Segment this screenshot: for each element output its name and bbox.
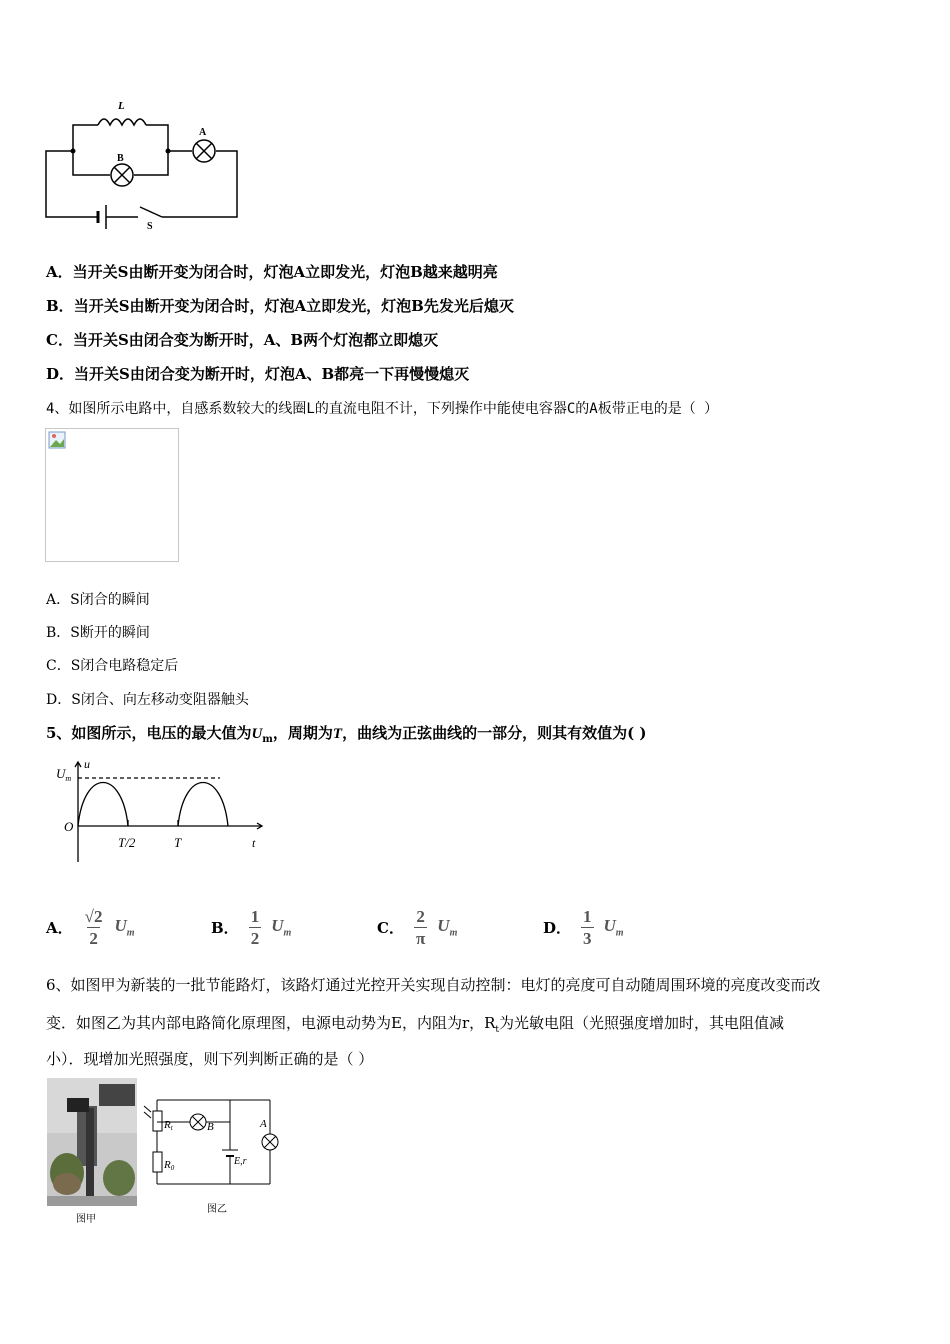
q3-option-d: D．当开关S由闭合变为断开时，灯泡A、B都亮一下再慢慢熄灭 [46,365,470,383]
q6-line-3: 小）．现增加光照强度，则下列判断正确的是（ ） [46,1050,374,1068]
fig-yi-caption: 图乙 [207,1204,227,1215]
q6-line-1: 6、如图甲为新装的一批节能路灯，该路灯通过光控开关实现自动控制：电灯的亮度可自动随周围环境的亮度改变而改 [46,976,821,994]
street-lamp-photo [47,1078,137,1206]
switch-label: S [147,221,153,232]
q5-option-d: D． $\frac{1}{3}$ $U_m$ [543,907,624,948]
lamp-b-label: B [117,153,124,164]
q4-option-d: D．S闭合、向左移动变阻器触头 [46,692,249,708]
broken-image-icon [48,431,68,451]
inductor-circuit-diagram [40,95,250,240]
q4-stem: 4、如图所示电路中，自感系数较大的线圈L的直流电阻不计，下列操作中能使电容器C的A板带正电的是（ ） [46,401,719,417]
lamp-a-label: A [199,127,207,138]
emf-label: E,r [234,1156,247,1167]
graph-origin-label: O [64,819,74,834]
q5-option-b: B． $\frac{1}{2}$ $U_m$ [211,907,292,948]
graph-t-half-label: T/2 [118,835,136,850]
q6-line-2: 变．如图乙为其内部电路简化原理图，电源电动势为E，内阻为r，$R_t$为光敏电阻（光照强度增加时，其电阻值减 [46,1014,785,1035]
q3-option-a: A．当开关S由断开变为闭合时，灯泡A立即发光，灯泡B越来越明亮 [46,263,498,281]
q4-option-a: A．S闭合的瞬间 [46,592,150,608]
inductor-label: L [118,100,125,112]
rt-label: Rt [164,1119,173,1132]
q4-option-b: B．S断开的瞬间 [46,625,150,641]
q4-option-c: C．S闭合电路稳定后 [46,658,179,674]
graph-t-axis-label: t [252,836,256,850]
q3-option-b: B．当开关S由断开变为闭合时，灯泡A立即发光，灯泡B先发光后熄灭 [46,297,514,315]
lamp-b2-label: B [207,1121,214,1133]
q5-stem: 5、如图所示，电压的最大值为$U_m$，周期为T，曲线为正弦曲线的一部分，则其有效值为( ) [46,724,647,745]
q5-option-c: C． $\frac{2}{\pi}$ $U_m$ [377,907,458,948]
voltage-waveform-graph [50,758,270,868]
lamp-a2-label: A [260,1118,267,1130]
graph-u-label: u [84,758,90,771]
graph-t-label: T [174,835,182,850]
q4-broken-image [45,428,179,562]
q5-option-a: A． $\frac{√2}{2}$ $U_m$ [46,907,135,948]
r0-label: R0 [164,1159,175,1172]
graph-um-label: $U_m$ [56,766,72,783]
q3-option-c: C．当开关S由闭合变为断开时，A、B两个灯泡都立即熄灭 [46,331,439,349]
fig-jia-caption: 图甲 [76,1214,96,1225]
photoresistor-circuit-diagram [142,1092,282,1192]
